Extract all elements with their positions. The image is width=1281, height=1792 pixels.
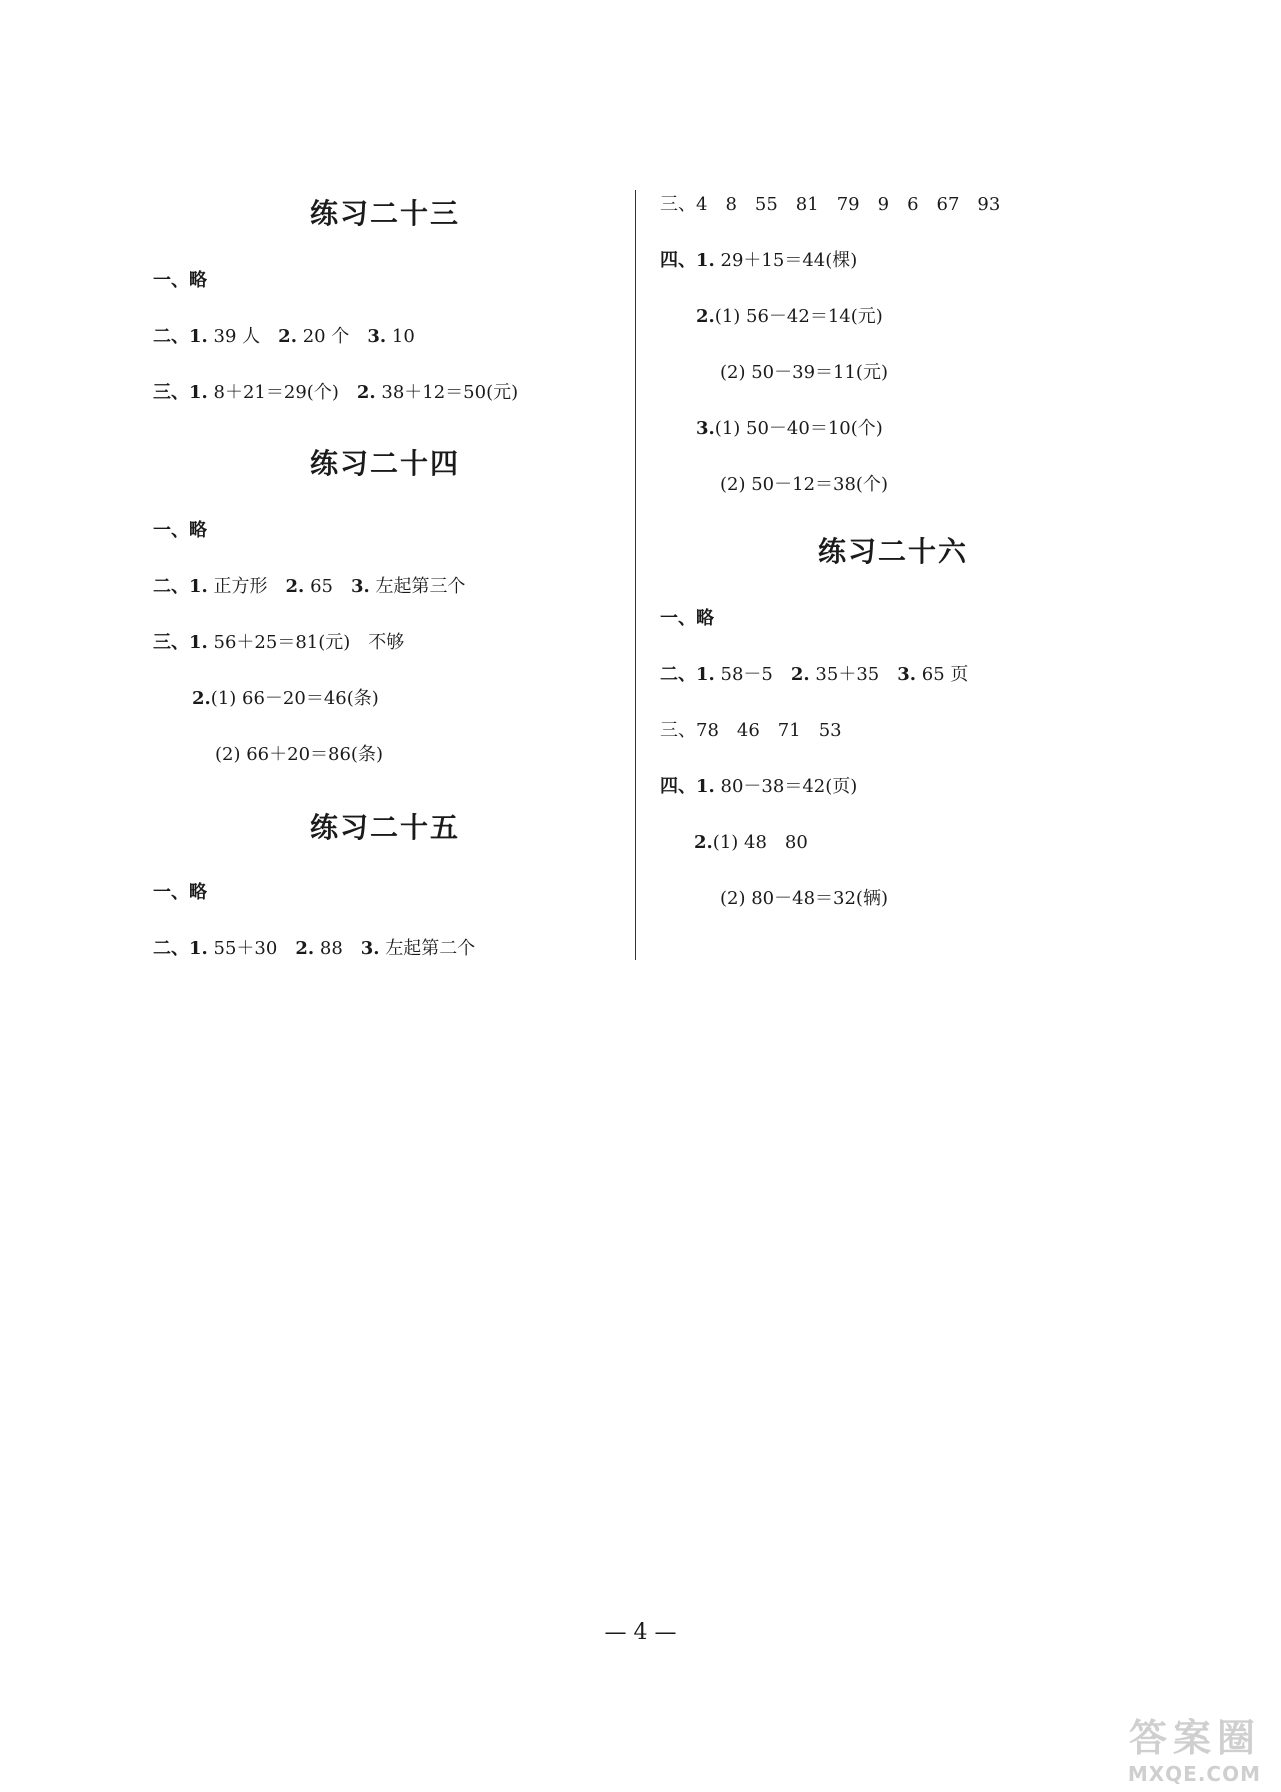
answer-line: 2.(1) 66－20＝46(条) bbox=[192, 688, 379, 709]
answer-line: 四、1. 29＋15＝44(棵) bbox=[660, 250, 858, 271]
answer-line: 一、略 bbox=[660, 608, 714, 629]
section-title: 练习二十五 bbox=[310, 811, 461, 844]
answer-line: 2.(1) 56－42＝14(元) bbox=[696, 306, 883, 327]
answer-line: (2) 66＋20＝86(条) bbox=[215, 744, 383, 765]
answer-line: 四、1. 80－38＝42(页) bbox=[660, 776, 858, 797]
answer-line: 二、1. 58－5 2. 35＋35 3. 65 页 bbox=[660, 664, 969, 685]
answer-line: 2.(1) 48 80 bbox=[694, 832, 808, 853]
answer-line: 一、略 bbox=[153, 270, 207, 291]
page-number: — 4 — bbox=[604, 1620, 677, 1645]
answer-line: 三、1. 8＋21＝29(个) 2. 38＋12＝50(元) bbox=[153, 382, 519, 403]
section-title: 练习二十三 bbox=[310, 197, 461, 230]
answer-line: 二、1. 55＋30 2. 88 3. 左起第二个 bbox=[153, 938, 476, 959]
watermark-text: 答案圈 bbox=[1128, 1716, 1261, 1760]
column-divider bbox=[635, 190, 636, 960]
answer-line: 三、78 46 71 53 bbox=[660, 720, 842, 741]
answer-line: 二、1. 39 人 2. 20 个 3. 10 bbox=[153, 326, 415, 347]
answer-line: 3.(1) 50－40＝10(个) bbox=[696, 418, 883, 439]
answer-line: 三、4 8 55 81 79 9 6 67 93 bbox=[660, 194, 1001, 215]
watermark-logo bbox=[1128, 1707, 1261, 1786]
answer-line: (2) 80－48＝32(辆) bbox=[720, 888, 888, 909]
answer-line: (2) 50－39＝11(元) bbox=[720, 362, 888, 383]
answer-line: (2) 50－12＝38(个) bbox=[720, 474, 888, 495]
answer-line: 三、1. 56＋25＝81(元) 不够 bbox=[153, 632, 405, 653]
answer-line: 二、1. 正方形 2. 65 3. 左起第三个 bbox=[153, 576, 466, 597]
section-title: 练习二十四 bbox=[310, 447, 461, 480]
answer-line: 一、略 bbox=[153, 882, 207, 903]
answer-line: 一、略 bbox=[153, 520, 207, 541]
watermark-url: MXQE.COM bbox=[1127, 1762, 1261, 1786]
section-title: 练习二十六 bbox=[818, 535, 969, 568]
